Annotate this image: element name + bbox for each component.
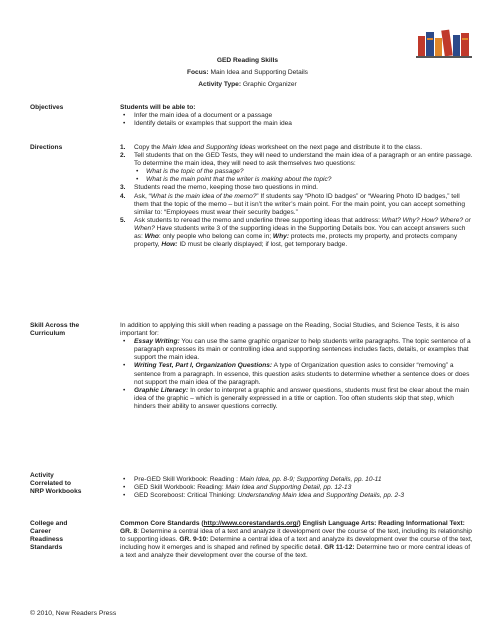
workbook-item: • GED Scoreboost: Critical Thinking: Understanding Main Idea and Supporting Details, pp. 2-3 (120, 492, 474, 500)
direction-step-3: 3. Students read the memo, keeping those two questions in mind. (120, 184, 319, 192)
skill-item-writing: • Writing Test, Part I, Organization Questions: A type of Organization question asks to consider “removing” a sentence from a paragraph. In essence, this question asks students to determine whether a sentence does or does not support the main idea of the paragraph. (120, 362, 474, 386)
objective-item: • Identify details or examples that support the main idea (120, 120, 474, 128)
direction-step-5: 5. Ask students to reread the memo and underline three supporting ideas that address: What? Why? How? Where? or When? Have students write 3 of the supporting ideas in the Supporting Details box. You can accept answers such as: Who: only people who belong can come in; Why: protects me, protects my property, and protects company property, How: ID must be clearly displayed; if lost, get temporary badge. (120, 216, 471, 249)
activity-correlated-label: Activity Correlated to NRP Workbooks (30, 472, 82, 496)
skill-across-intro: In addition to applying this skill when reading a passage on the Reading, Social Studies, and Science Tests, it is also important for: (120, 322, 460, 338)
skill-item-graphic: • Graphic Literacy: In order to interpret a graphic and answer questions, students must first be clear about the main idea of the graphic – which is generally expressed in a title or caption. Too often students skip that step, which hinders their ability to answer questions correctly. (120, 387, 474, 411)
corestandards-link[interactable]: http://www.corestandards.org/ (203, 520, 299, 527)
workbook-item: • Pre-GED Skill Workbook: Reading : Main Idea, pp. 8-9; Supporting Details, pp. 10-11 (120, 476, 474, 484)
page-title: GED Reading Skills (216, 57, 279, 64)
skill-across-section (120, 322, 474, 411)
direction-step-4: 4. Ask, “What is the main idea of the memo?” If students say “Photo ID badges” or “Wearing Photo ID badges,” tell them that the topic of the memo – but it isn’t the writer’s main point. For the main point, you can accept something similar to: “Employees must wear their security badges.” (120, 192, 466, 216)
skill-item-essay: • Essay Writing: You can use the same graphic organizer to help students write paragraphs. The topic sentence of a paragraph expresses its main or controlling idea and supporting sentences includes facts, details, or examples that support the main idea. (120, 338, 474, 362)
activity-type-line: Activity Type: Graphic Organizer (198, 81, 297, 88)
directions-section (120, 144, 474, 249)
focus-line: Focus: Main Idea and Supporting Details (187, 69, 308, 76)
copyright-footer: © 2010, New Readers Press (30, 610, 117, 617)
workbook-item: • GED Skill Workbook: Reading: Main Idea and Supporting Detail, pp. 12-13 (120, 484, 474, 492)
directions-label: Directions (30, 144, 63, 151)
skill-across-label: Skill Across the Curriculum (30, 322, 80, 338)
college-career-label: College and Career Readiness Standards (30, 520, 68, 552)
objectives-intro: Students will be able to: (120, 104, 196, 111)
direction-step-1: 1. Copy the Main Idea and Supporting Ideas worksheet on the next page and distribute it to the class. (120, 144, 423, 151)
standards-section: Common Core Standards (http://www.corestandards.org/) English Language Arts: Reading Informational Text: GR. 8: Determine a central idea of a text and analyze it development over the course of the text, including its relationship to supporting ideas. GR. 9-10: Determine a central idea of a text and analyze its development over the course of the text, including how it emerges and is shaped and refined by specific detail. GR 11-12: Determine two or more central ideas of a text and analyze their development over the course of the text. (120, 520, 473, 560)
objectives-section (120, 104, 474, 128)
books-logo-icon (416, 26, 476, 58)
direction-step-2: 2. Tell students that on the GED Tests, they will need to understand the main idea of a paragraph or an entire passage. To determine the main idea, they will need to ask themselves two questions: (120, 152, 473, 168)
objective-item: • Infer the main idea of a document or a passage (120, 112, 474, 120)
objectives-label: Objectives (30, 104, 64, 111)
workbooks-section (120, 476, 474, 500)
direction-question: • What is the topic of the passage? (120, 168, 474, 176)
direction-question: • What is the main point that the writer is making about the topic? (120, 176, 474, 184)
